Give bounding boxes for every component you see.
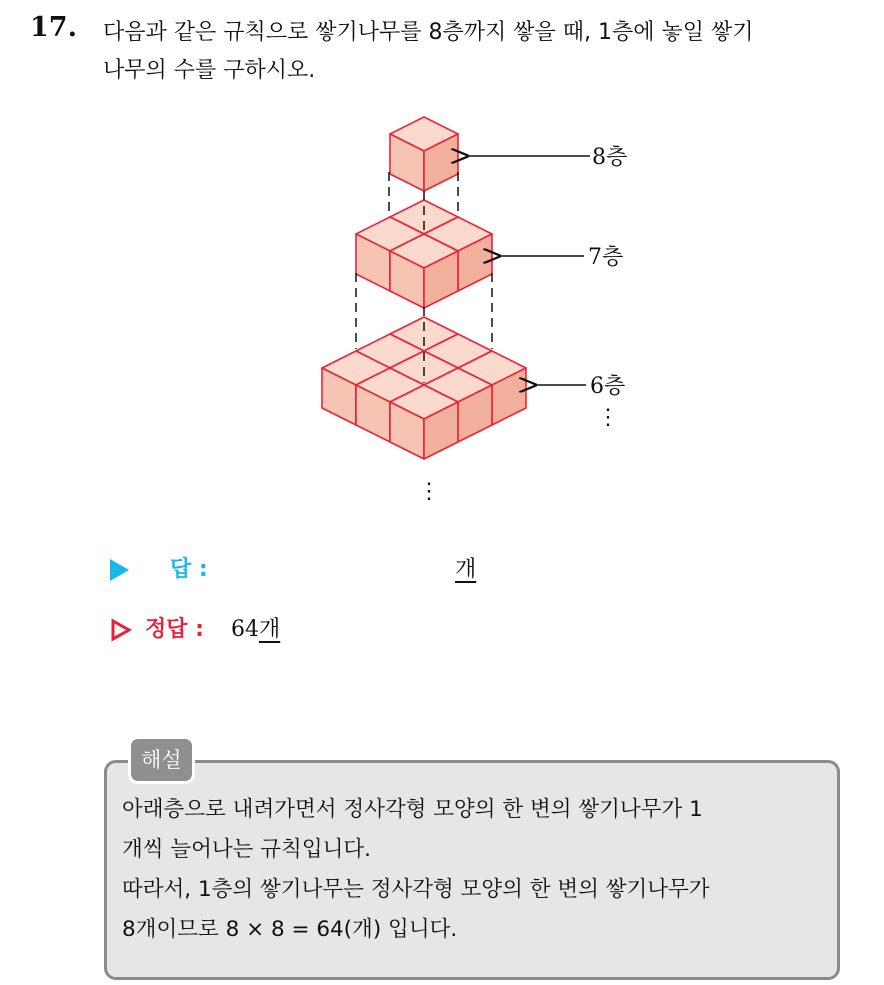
correct-answer-label: 정답 : xyxy=(145,617,204,642)
answer-label: 답 : xyxy=(170,557,208,582)
ellipsis-bottom: ⋮ xyxy=(418,479,440,504)
layer-7-cubes xyxy=(356,200,492,308)
question-line-2: 나무의 수를 구하시오. xyxy=(103,58,316,83)
explanation-text xyxy=(122,790,832,950)
answer-row xyxy=(110,552,477,583)
correct-answer-value: 64 xyxy=(230,617,259,642)
label-layer-7: 7층 xyxy=(588,245,624,270)
correct-answer-row xyxy=(110,612,280,643)
question-number: 17. xyxy=(30,12,77,43)
correct-answer-unit: 개 xyxy=(258,617,281,642)
answer-unit: 개 xyxy=(455,557,477,582)
outline-triangle-icon xyxy=(110,618,132,642)
label-layer-8: 8층 xyxy=(592,145,628,170)
play-triangle-icon xyxy=(110,559,129,581)
layer-8-cube xyxy=(390,117,458,191)
label-layer-6: 6층 xyxy=(590,374,626,399)
question-line-1: 다음과 같은 규칙으로 쌓기나무를 8층까지 쌓을 때, 1층에 놓일 쌓기 xyxy=(103,20,754,45)
explanation-line-1: 아래층으로 내려가면서 정사각형 모양의 한 변의 쌓기나무가 1 xyxy=(122,797,703,822)
explanation-tag: 해설 xyxy=(128,736,195,784)
explanation-line-3: 따라서, 1층의 쌓기나무는 정사각형 모양의 한 변의 쌓기나무가 xyxy=(122,877,710,902)
ellipsis-right: ⋮ xyxy=(597,405,619,430)
explanation-line-2: 개씩 늘어나는 규칙입니다. xyxy=(122,837,371,862)
explanation-line-4: 8개이므로 8 × 8 = 64(개) 입니다. xyxy=(122,917,458,942)
